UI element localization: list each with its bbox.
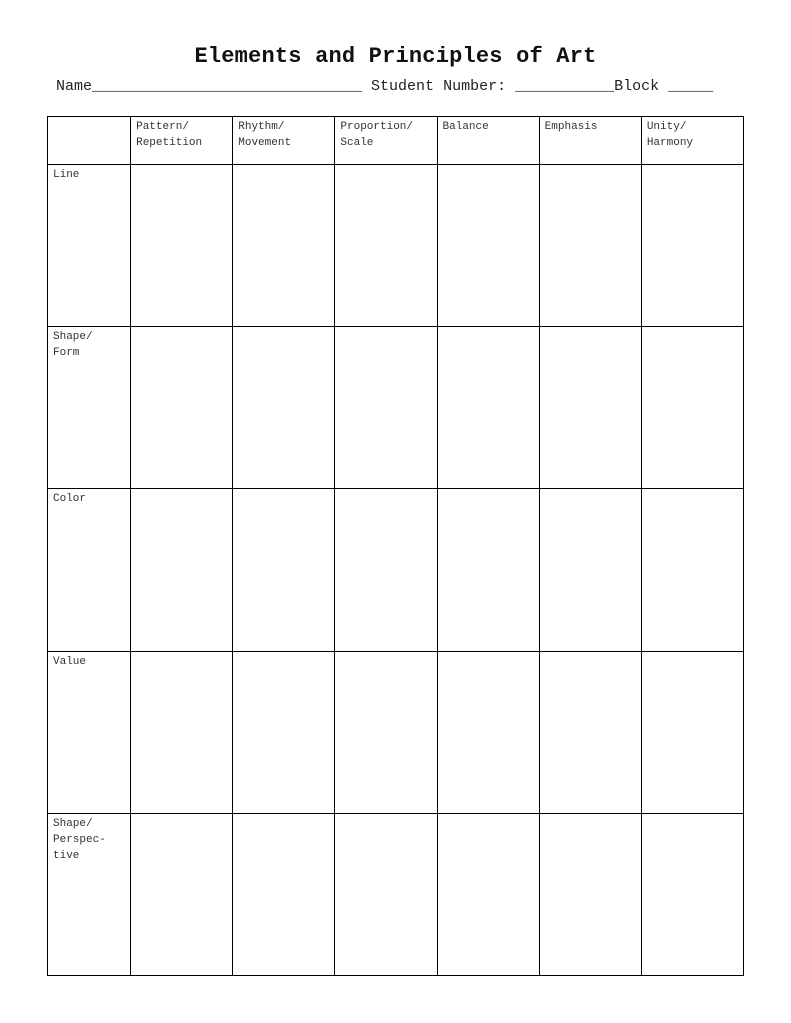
header-proportion-scale: Proportion/ Scale: [335, 117, 437, 165]
table-header-row: [48, 117, 744, 165]
blank-cell: [335, 165, 437, 327]
blank-cell: [131, 813, 233, 975]
header-rhythm-movement: Rhythm/ Movement: [233, 117, 335, 165]
blank-cell: [335, 489, 437, 651]
blank-cell: [233, 165, 335, 327]
header-balance: Balance: [437, 117, 539, 165]
blank-cell: [437, 489, 539, 651]
table-row: [48, 489, 744, 651]
table-row: [48, 651, 744, 813]
table-row: [48, 165, 744, 327]
row-label-shape-form: Shape/ Form: [48, 327, 131, 489]
row-label-shape-perspective: Shape/ Perspec- tive: [48, 813, 131, 975]
art-elements-principles-table: [47, 116, 744, 976]
blank-cell: [437, 651, 539, 813]
blank-cell: [437, 813, 539, 975]
student-info-line: Name______________________________ Student Number: ___________Block _____: [56, 78, 714, 95]
blank-cell: [437, 327, 539, 489]
blank-cell: [131, 651, 233, 813]
blank-cell: [539, 165, 641, 327]
row-label-value: Value: [48, 651, 131, 813]
blank-cell: [539, 327, 641, 489]
header-emphasis: Emphasis: [539, 117, 641, 165]
blank-cell: [539, 651, 641, 813]
blank-cell: [437, 165, 539, 327]
blank-cell: [233, 489, 335, 651]
blank-cell: [641, 651, 743, 813]
blank-cell: [641, 327, 743, 489]
blank-cell: [641, 165, 743, 327]
row-label-color: Color: [48, 489, 131, 651]
blank-cell: [131, 165, 233, 327]
header-corner-cell: [48, 117, 131, 165]
header-pattern-repetition: Pattern/ Repetition: [131, 117, 233, 165]
blank-cell: [539, 813, 641, 975]
blank-cell: [539, 489, 641, 651]
blank-cell: [641, 489, 743, 651]
blank-cell: [131, 489, 233, 651]
blank-cell: [233, 327, 335, 489]
page-title: Elements and Principles of Art: [194, 44, 597, 69]
blank-cell: [641, 813, 743, 975]
blank-cell: [335, 327, 437, 489]
row-label-line: Line: [48, 165, 131, 327]
blank-cell: [233, 813, 335, 975]
header-unity-harmony: Unity/ Harmony: [641, 117, 743, 165]
table-row: [48, 813, 744, 975]
blank-cell: [131, 327, 233, 489]
blank-cell: [233, 651, 335, 813]
table-row: [48, 327, 744, 489]
blank-cell: [335, 813, 437, 975]
blank-cell: [335, 651, 437, 813]
